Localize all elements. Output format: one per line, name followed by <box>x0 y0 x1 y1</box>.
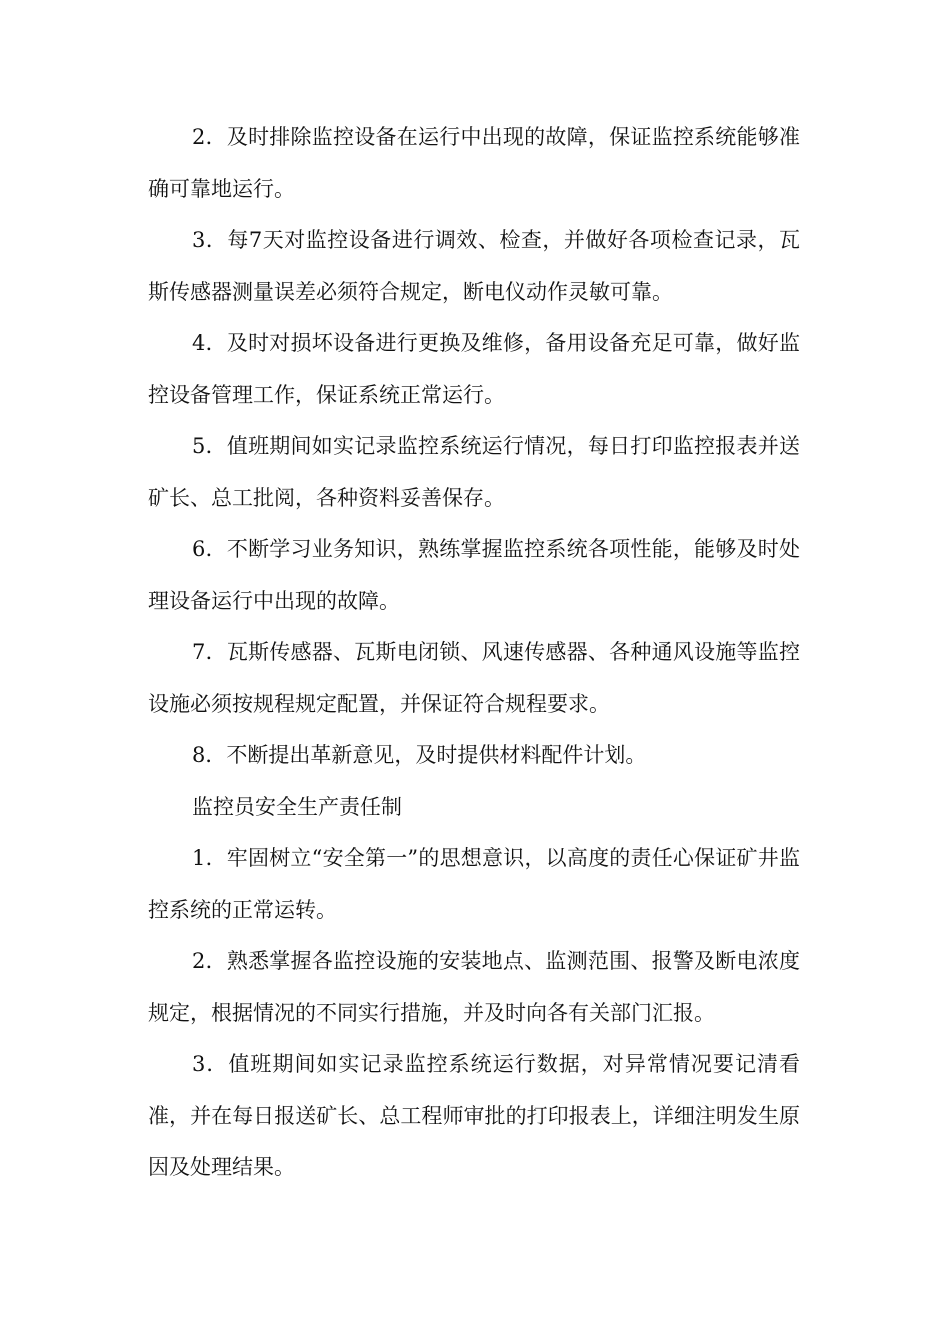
paragraph-item-3: 3．每7天对监控设备进行调效、检查，并做好各项检查记录，瓦斯传感器测量误差必须符合规定，断电仪动作灵敏可靠。 <box>148 228 800 304</box>
paragraph-item-4: 4．及时对损坏设备进行更换及维修，备用设备充足可靠，做好监控设备管理工作，保证系统正常运行。 <box>148 331 800 407</box>
paragraph-item-5: 5．值班期间如实记录监控系统运行情况，每日打印监控报表并送矿长、总工批阅，各种资料妥善保存。 <box>148 434 800 510</box>
paragraph-item-2b: 2．熟悉掌握各监控设施的安装地点、监测范围、报警及断电浓度规定，根据情况的不同实行措施，并及时向各有关部门汇报。 <box>148 949 800 1025</box>
paragraph-item-2: 2．及时排除监控设备在运行中出现的故障，保证监控系统能够准确可靠地运行。 <box>148 125 800 201</box>
paragraph-item-1: 1．牢固树立“安全第一”的思想意识，以高度的责任心保证矿井监控系统的正常运转。 <box>148 846 800 922</box>
document-body <box>148 112 800 1194</box>
paragraph-item-7: 7．瓦斯传感器、瓦斯电闭锁、风速传感器、各种通风设施等监控设施必须按规程规定配置，并保证符合规程要求。 <box>148 640 800 716</box>
section-heading: 监控员安全生产责任制 <box>192 794 402 819</box>
paragraph-item-6: 6．不断学习业务知识，熟练掌握监控系统各项性能，能够及时处理设备运行中出现的故障。 <box>148 537 800 613</box>
paragraph-item-8: 8．不断提出革新意见，及时提供材料配件计划。 <box>192 743 647 767</box>
paragraph-item-3b: 3．值班期间如实记录监控系统运行数据，对异常情况要记清看准，并在每日报送矿长、总工程师审批的打印报表上，详细注明发生原因及处理结果。 <box>148 1052 800 1179</box>
